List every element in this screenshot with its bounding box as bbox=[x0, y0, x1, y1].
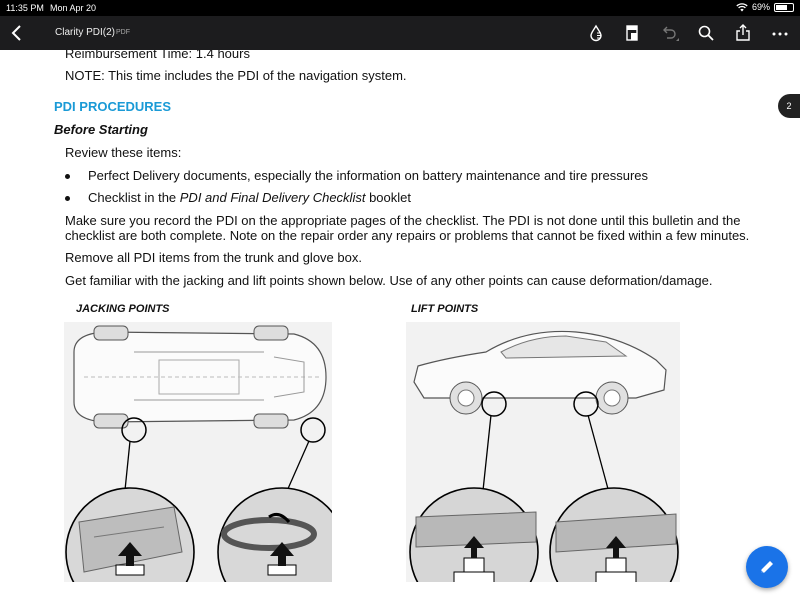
note-text: NOTE: This time includes the PDI of the navigation system. bbox=[65, 68, 407, 83]
undo-icon[interactable] bbox=[659, 23, 679, 43]
battery-icon bbox=[774, 3, 794, 12]
bullet-text: booklet bbox=[365, 190, 411, 205]
pdf-page[interactable] bbox=[0, 50, 800, 600]
booklet-title: PDI and Final Delivery Checklist bbox=[179, 190, 366, 205]
paragraph-line: Make sure you record the PDI on the appropriate pages of the checklist. The PDI is not done until this bulletin and the bbox=[65, 213, 741, 228]
status-bar bbox=[0, 0, 800, 16]
back-icon[interactable] bbox=[10, 24, 24, 42]
status-right bbox=[736, 2, 794, 12]
status-date: Mon Apr 20 bbox=[50, 3, 97, 13]
top-toolbar bbox=[0, 16, 800, 50]
battery-fill bbox=[776, 5, 787, 10]
edit-fab-button[interactable] bbox=[746, 546, 788, 588]
section-heading-text: PDI PROCEDURES bbox=[54, 99, 172, 114]
review-text: Review these items: bbox=[65, 145, 182, 160]
more-icon[interactable] bbox=[770, 23, 790, 43]
lift-points-illustration bbox=[406, 322, 680, 582]
bullet-marker bbox=[65, 174, 70, 179]
bullet-text: Checklist in the bbox=[88, 190, 180, 205]
lift-points-label: LIFT POINTS bbox=[411, 303, 479, 315]
status-time: 11:35 PM bbox=[6, 3, 44, 13]
car-underbody-drawing bbox=[74, 326, 326, 428]
wifi-icon bbox=[736, 3, 748, 12]
bullet-marker bbox=[65, 196, 70, 201]
pencil-icon bbox=[758, 558, 776, 576]
search-icon[interactable] bbox=[696, 23, 716, 43]
share-icon[interactable] bbox=[733, 23, 753, 43]
bullet-item bbox=[88, 190, 411, 205]
ink-drop-icon[interactable] bbox=[586, 23, 606, 43]
battery-percent: 69% bbox=[751, 2, 770, 12]
jacking-points-illustration bbox=[64, 322, 332, 582]
jacking-points-label: JACKING POINTS bbox=[76, 303, 170, 315]
reimbursement-text: Reimbursement Time: 1.4 hours bbox=[65, 50, 250, 61]
paragraph-line: checklist are both complete. Note on the repair order any repairs or problems that cannot be fixed within a few minutes. bbox=[65, 228, 750, 243]
subheading: Before Starting bbox=[54, 122, 148, 137]
paragraph: Remove all PDI items from the trunk and glove box. bbox=[65, 250, 362, 265]
paragraph: Get familiar with the jacking and lift points shown below. Use of any other points can cause deformation/damage. bbox=[65, 273, 713, 288]
bullet-item: Perfect Delivery documents, especially the information on battery maintenance and tire pressures bbox=[88, 168, 649, 183]
document-title: Clarity PDI(2) bbox=[55, 27, 116, 38]
page-indicator[interactable]: 2 bbox=[778, 94, 800, 118]
document-type: PDF bbox=[116, 29, 130, 36]
section-heading bbox=[54, 99, 171, 114]
reading-mode-icon[interactable] bbox=[622, 23, 642, 43]
